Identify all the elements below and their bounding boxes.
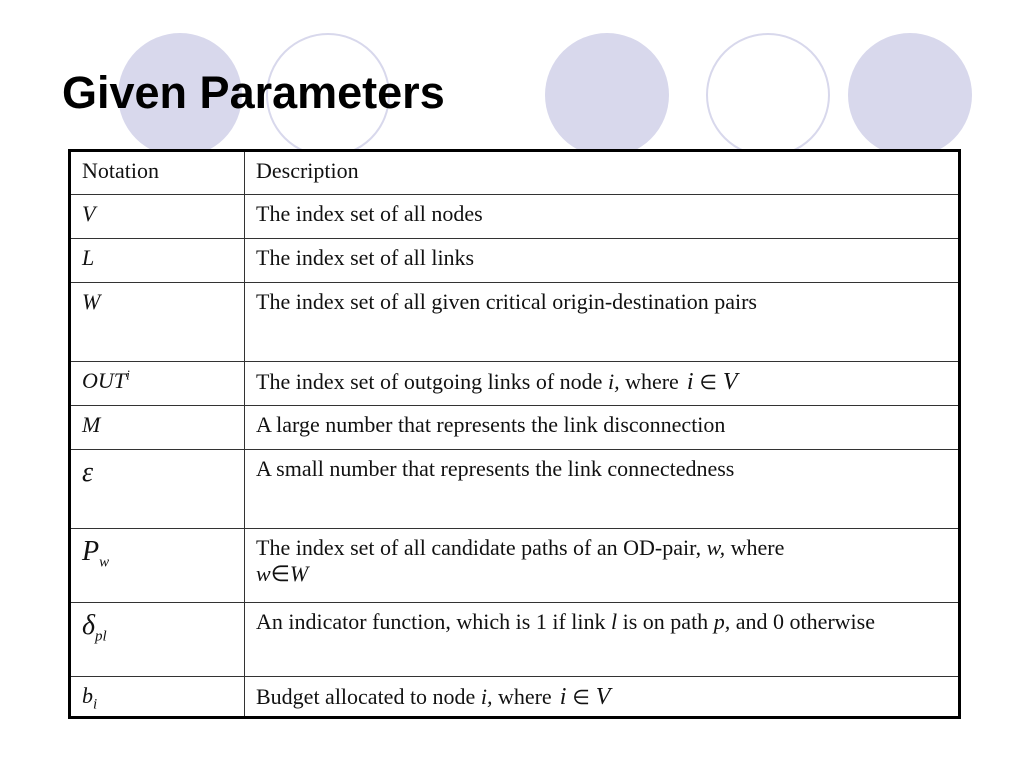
description-cell: Budget allocated to node i, where i ∈ V — [245, 677, 960, 718]
math-expression: w∈W — [256, 561, 309, 587]
header-description: Description — [245, 151, 960, 195]
table-row — [70, 677, 960, 718]
decorative-circle-filled — [545, 33, 669, 157]
description-cell: The index set of all nodes — [245, 195, 960, 239]
table-row — [70, 195, 960, 239]
decorative-circle-filled — [848, 33, 972, 157]
notation-symbol: OUT$^i$ — [82, 368, 130, 393]
description-cell: The index set of all links — [245, 239, 960, 283]
description-cell: A small number that represents the link connectedness — [245, 450, 960, 529]
description-cell: The index set of all given critical origin-destination pairs — [245, 283, 960, 362]
description-cell: An indicator function, which is 1 if link l is on path p, and 0 otherwise — [245, 603, 960, 677]
notation-symbol: W — [82, 289, 101, 314]
notation-symbol: V — [82, 201, 96, 226]
table-row — [70, 239, 960, 283]
table-header-row — [70, 151, 960, 195]
description-cell: The index set of all candidate paths of an OD-pair, w, where w∈W — [245, 529, 960, 603]
math-expression: i ∈ V — [686, 369, 738, 395]
table-row — [70, 529, 960, 603]
table-row — [70, 406, 960, 450]
slide-title: Given Parameters — [62, 67, 445, 118]
math-expression: i ∈ V — [559, 684, 611, 710]
table-row — [70, 603, 960, 677]
table-row — [70, 362, 960, 406]
notation-symbol: L — [82, 245, 95, 270]
table-row — [70, 283, 960, 362]
notation-symbol: M — [82, 412, 101, 437]
decorative-circle-outline — [706, 33, 830, 157]
parameters-table — [68, 149, 961, 719]
header-notation: Notation — [70, 151, 245, 195]
table-row — [70, 450, 960, 529]
description-cell: The index set of outgoing links of node i, where i ∈ V — [245, 362, 960, 406]
description-cell: A large number that represents the link disconnection — [245, 406, 960, 450]
notation-symbol: $b_i$ — [82, 683, 98, 713]
notation-symbol: $\delta_{pl}$ — [82, 610, 107, 645]
notation-symbol: $P_w$ — [82, 536, 110, 571]
notation-symbol: ε — [82, 457, 94, 488]
